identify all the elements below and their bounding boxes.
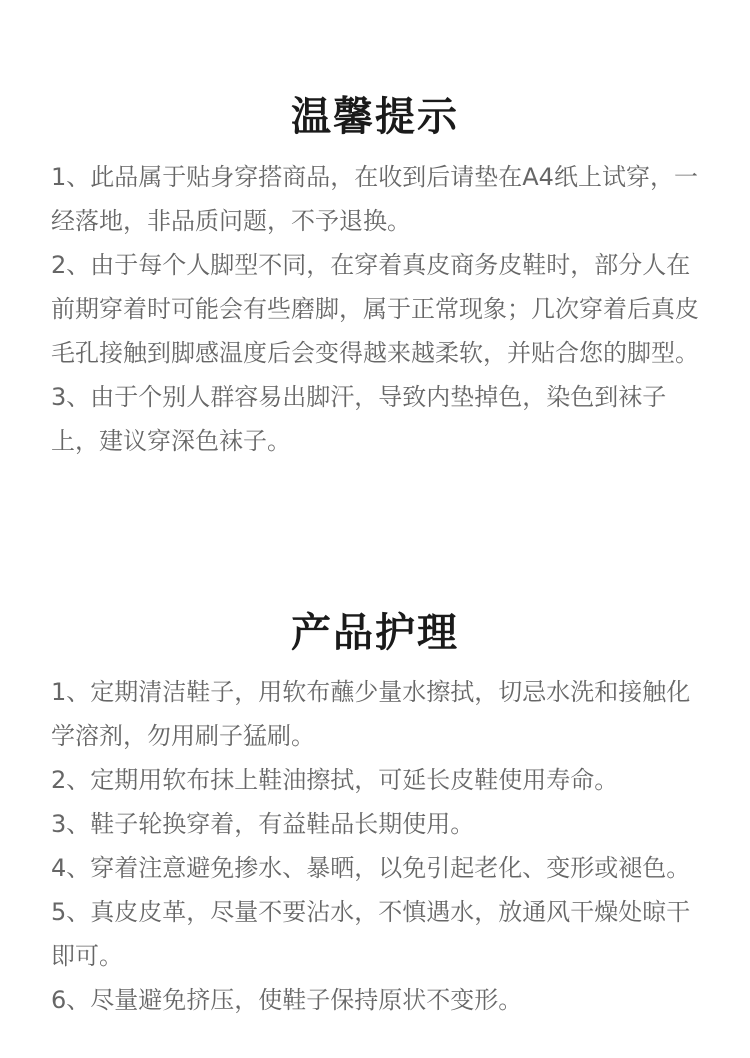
tips-title: 温馨提示 <box>291 93 459 140</box>
care-item: 3、鞋子轮换穿着，有益鞋品长期使用。 <box>51 810 475 838</box>
tips-item: 2、由于每个人脚型不同，在穿着真皮商务皮鞋时，部分人在前期穿着时可能会有些磨脚，属于正常现象；几次穿着后真皮毛孔接触到脚感温度后会变得越来越柔软，并贴合您的脚型。 <box>51 251 699 367</box>
tips-list <box>51 155 706 463</box>
tips-item: 1、此品属于贴身穿搭商品，在收到后请垫在A4纸上试穿，一经落地，非品质问题，不予退换。 <box>51 163 698 235</box>
care-list <box>51 670 706 1022</box>
care-item: 2、定期用软布抹上鞋油擦拭，可延长皮鞋使用寿命。 <box>51 766 619 794</box>
care-item: 5、真皮皮革，尽量不要沾水，不慎遇水，放通风干燥处晾干即可。 <box>51 898 691 970</box>
care-item: 1、定期清洁鞋子，用软布蘸少量水擦拭，切忌水洗和接触化学溶剂，勿用刷子猛刷。 <box>51 678 691 750</box>
tips-item: 3、由于个别人群容易出脚汗，导致内垫掉色，染色到袜子上，建议穿深色袜子。 <box>51 383 667 455</box>
care-title: 产品护理 <box>291 609 459 656</box>
care-item: 6、尽量避免挤压，使鞋子保持原状不变形。 <box>51 986 523 1014</box>
care-item: 4、穿着注意避免掺水、暴晒，以免引起老化、变形或褪色。 <box>51 854 691 882</box>
